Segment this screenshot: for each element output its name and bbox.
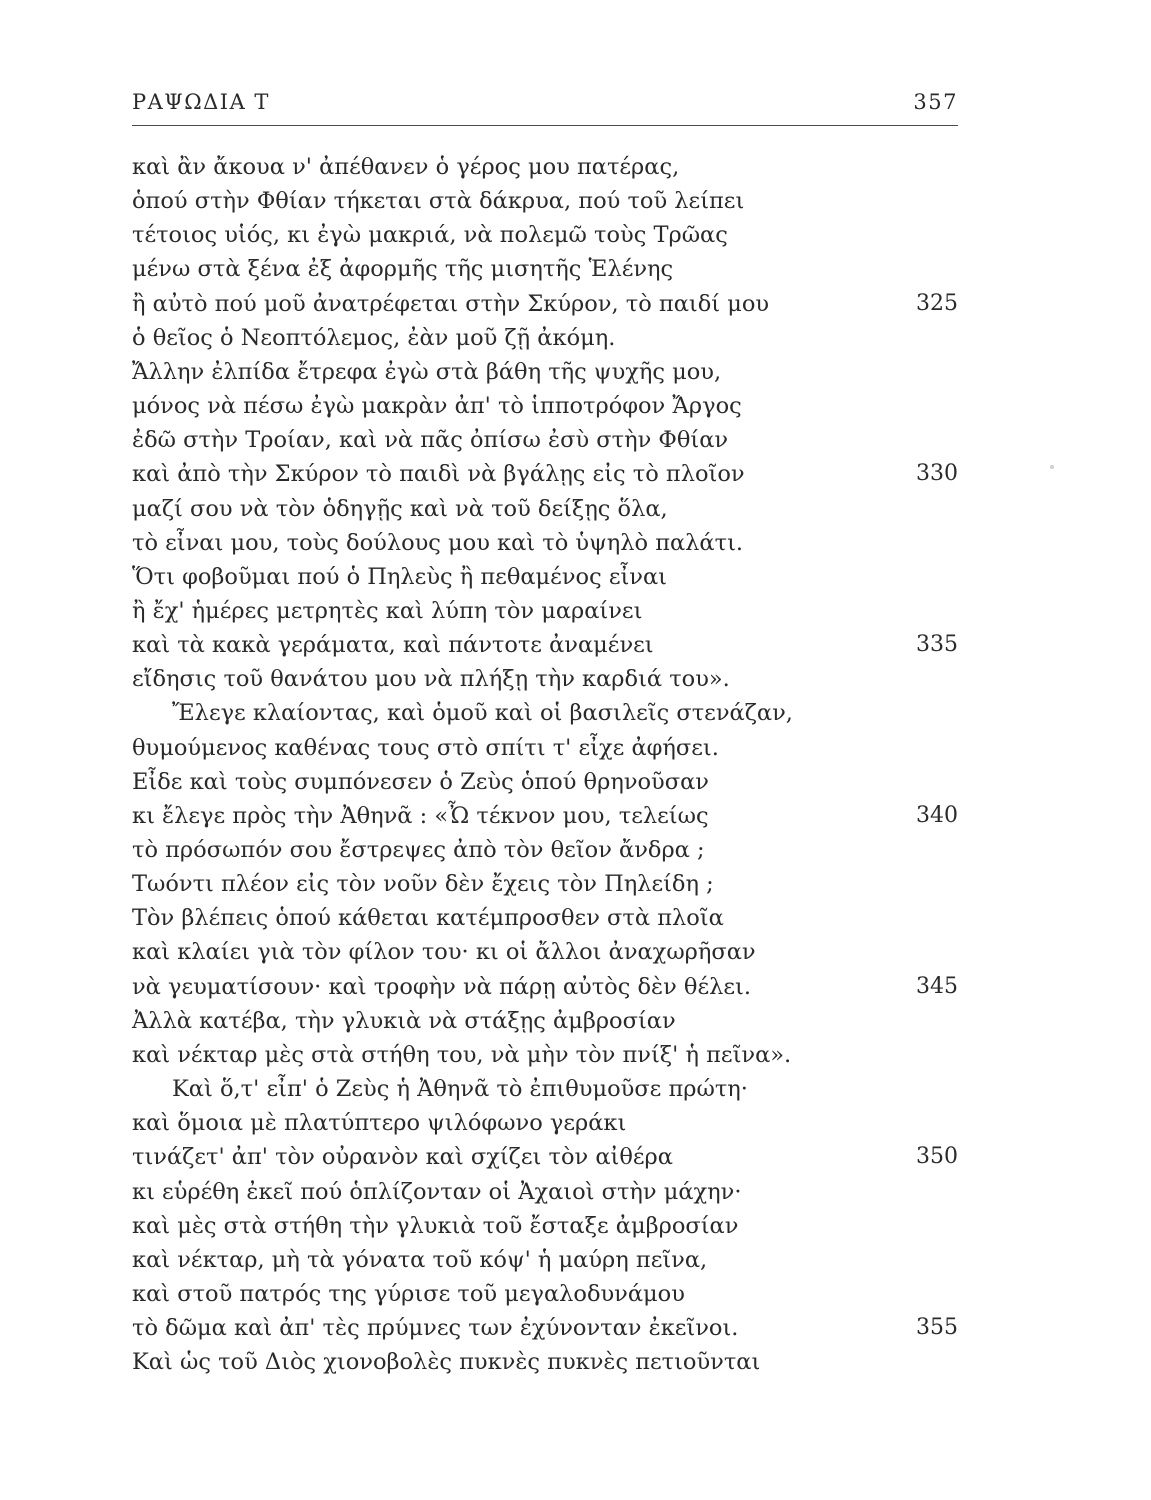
verse-line — [132, 935, 958, 969]
page-number: 357 — [913, 90, 958, 114]
verse-text: ἢ ἔχ' ἡμέρες μετρητὲς καὶ λύπη τὸν μαραίνει — [132, 597, 643, 624]
verse-text: Καὶ ὅ,τ' εἶπ' ὁ Ζεὺς ἡ Ἀθηνᾶ τὸ ἐπιθυμοῦσε πρώτη· — [172, 1076, 748, 1103]
verse-line — [132, 765, 958, 799]
verse-text: Ὅτι φοβοῦμαι πού ὁ Πηλεὺς ἢ πεθαμένος εἶναι — [132, 563, 667, 590]
verse-text: ὁπού στὴν Φθίαν τήκεται στὰ δάκρυα, πού τοῦ λείπει — [132, 188, 745, 215]
verse-line — [132, 287, 958, 321]
verse-line — [132, 628, 958, 662]
line-number: 335 — [916, 632, 958, 658]
header-rule — [132, 125, 958, 126]
verse-text: Τωόντι πλέον εἰς τὸν νοῦν δὲν ἔχεις τὸν Πηλείδη ; — [132, 871, 714, 898]
verse-line — [132, 150, 958, 184]
verse-text: μαζί σου νὰ τὸν ὁδηγῇς καὶ νὰ τοῦ δείξῃς ὅλα, — [132, 495, 668, 522]
verse-line — [132, 355, 958, 389]
verse-text: τινάζετ' ἀπ' τὸν οὐρανὸν καὶ σχίζει τὸν αἰθέρα — [132, 1144, 673, 1171]
verse-text: ἐδῶ στὴν Τροίαν, καὶ νὰ πᾶς ὀπίσω ἐσὺ στὴν Φθίαν — [132, 427, 729, 454]
verse-line — [132, 594, 958, 628]
verse-text: ἢ αὐτὸ πού μοῦ ἀνατρέφεται στὴν Σκύρον, τὸ παιδί μου — [132, 290, 770, 317]
verse-line — [132, 731, 958, 765]
verse-text: καὶ στοῦ πατρός της γύρισε τοῦ μεγαλοδυνάμου — [132, 1280, 685, 1307]
verse-line — [132, 867, 958, 901]
verse-line — [132, 1140, 958, 1174]
verse-text: κι ἔλεγε πρὸς τὴν Ἀθηνᾶ : «Ὦ τέκνον μου, τελείως — [132, 802, 709, 829]
verse-line — [132, 492, 958, 526]
verse-text: ὁ θεῖος ὁ Νεοπτόλεμος, ἐὰν μοῦ ζῇ ἀκόμη. — [132, 324, 616, 351]
verse-text: εἴδησις τοῦ θανάτου μου νὰ πλήξῃ τὴν καρδιά του». — [132, 666, 730, 693]
verse-line — [132, 799, 958, 833]
verse-text: τὸ δῶμα καὶ ἀπ' τὲς πρύμνες των ἐχύνονταν ἐκεῖνοι. — [132, 1315, 739, 1342]
verse-text: μόνος νὰ πέσω ἐγὼ μακρὰν ἀπ' τὸ ἱπποτρόφον Ἄργος — [132, 393, 742, 420]
verse-text: τέτοιος υἱός, κι ἐγὼ μακριά, νὰ πολεμῶ τοὺς Τρῶας — [132, 222, 728, 249]
verse-text: καὶ νέκταρ, μὴ τὰ γόνατα τοῦ κόψ' ἡ μαύρη πεῖνα, — [132, 1246, 708, 1273]
verse-text: καὶ μὲς στὰ στήθη τὴν γλυκιὰ τοῦ ἔσταξε ἀμβροσίαν — [132, 1212, 739, 1239]
verse-line — [132, 970, 958, 1004]
verse-text: Εἶδε καὶ τοὺς συμπόνεσεν ὁ Ζεὺς ὁπού θρηνοῦσαν — [132, 768, 709, 795]
line-number: 355 — [916, 1315, 958, 1341]
verse-text: κι εὑρέθη ἐκεῖ πού ὁπλίζονταν οἱ Ἀχαιοὶ στὴν μάχην· — [132, 1178, 742, 1205]
verse-text: νὰ γευματίσουν· καὶ τροφὴν νὰ πάρῃ αὐτὸς δὲν θέλει. — [132, 973, 752, 1000]
verse-line — [132, 184, 958, 218]
line-number: 350 — [916, 1144, 958, 1170]
verse-line — [132, 1072, 958, 1106]
verse-line — [132, 1311, 958, 1345]
verse-text: μένω στὰ ξένα ἐξ ἀφορμῆς τῆς μισητῆς Ἑλένης — [132, 256, 674, 283]
verse-line — [132, 218, 958, 252]
verse-text: καὶ ἀπὸ τὴν Σκύρον τὸ παιδὶ νὰ βγάλῃς εἰς τὸ πλοῖον — [132, 461, 745, 488]
verse-text: Ἀλλὰ κατέβα, τὴν γλυκιὰ νὰ στάξῃς ἀμβροσίαν — [132, 1007, 676, 1034]
chapter-title: ΡΑΨΩΔΙΑ Τ — [132, 90, 270, 114]
verse-line — [132, 389, 958, 423]
verse-line — [132, 423, 958, 457]
verse-text: τὸ εἶναι μου, τοὺς δούλους μου καὶ τὸ ὑψηλὸ παλάτι. — [132, 529, 744, 556]
verse-line — [132, 1106, 958, 1140]
verse-line — [132, 662, 958, 696]
line-number: 345 — [916, 973, 958, 999]
verse-line — [132, 833, 958, 867]
verse-text: καὶ κλαίει γιὰ τὸν φίλον του· κι οἱ ἄλλοι ἀναχωρῆσαν — [132, 939, 756, 966]
verse-line — [132, 252, 958, 286]
verse-line — [132, 1038, 958, 1072]
paper-speck — [1050, 465, 1054, 469]
verse-text: Ἄλλην ἐλπίδα ἔτρεφα ἐγὼ στὰ βάθη τῆς ψυχῆς μου, — [132, 358, 722, 385]
running-header — [132, 82, 958, 116]
verse-line — [132, 1345, 958, 1379]
line-number: 325 — [916, 290, 958, 316]
verse-line — [132, 696, 958, 730]
verse-line — [132, 321, 958, 355]
verse-line — [132, 457, 958, 491]
verse-text: καὶ νέκταρ μὲς στὰ στήθη του, νὰ μὴν τὸν πνίξ' ἡ πεῖνα». — [132, 1041, 792, 1068]
verse-text: καὶ ἂν ἄκουα ν' ἀπέθανεν ὁ γέρος μου πατέρας, — [132, 154, 680, 180]
verse-line — [132, 1209, 958, 1243]
verse-text: τὸ πρόσωπόν σου ἔστρεψες ἀπὸ τὸν θεῖον ἄνδρα ; — [132, 837, 705, 863]
verse-text: καὶ ὅμοια μὲ πλατύπτερο ψιλόφωνο γεράκι — [132, 1110, 627, 1137]
verse-text: καὶ τὰ κακὰ γεράματα, καὶ πάντοτε ἀναμένει — [132, 632, 654, 659]
line-number: 330 — [916, 461, 958, 487]
verse-line — [132, 1277, 958, 1311]
verse-line — [132, 526, 958, 560]
verse-line — [132, 560, 958, 594]
verse-line — [132, 1243, 958, 1277]
verse-line — [132, 1175, 958, 1209]
verse-line — [132, 1004, 958, 1038]
verse-text: Καὶ ὡς τοῦ Διὸς χιονοβολὲς πυκνὲς πυκνὲς πετιοῦνται — [132, 1349, 761, 1376]
line-number: 340 — [916, 802, 958, 828]
verse-line — [132, 901, 958, 935]
verse-text: Τὸν βλέπεις ὁπού κάθεται κατέμπροσθεν στὰ πλοῖα — [132, 905, 724, 932]
verse-text: θυμούμενος καθένας τους στὸ σπίτι τ' εἶχε ἀφήσει. — [132, 734, 719, 761]
verse-text: Ἔλεγε κλαίοντας, καὶ ὁμοῦ καὶ οἱ βασιλεῖς στενάζαν, — [172, 700, 793, 727]
